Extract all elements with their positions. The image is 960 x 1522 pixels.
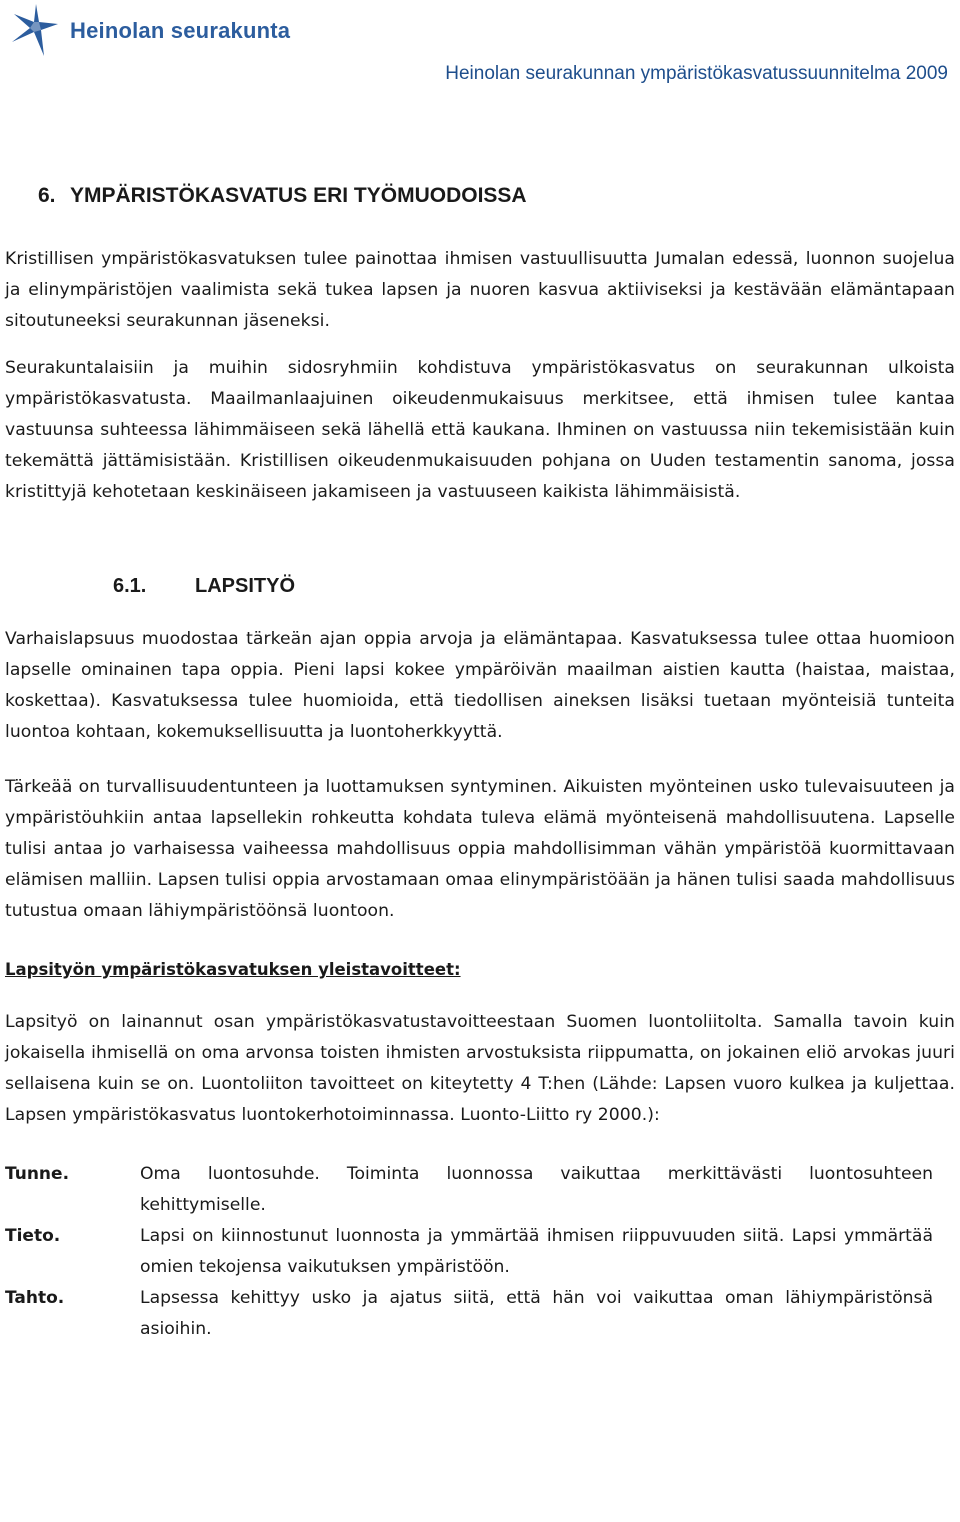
document-body bbox=[5, 174, 955, 1345]
definition-item bbox=[5, 1221, 933, 1283]
section-number: 6.1. bbox=[113, 575, 147, 597]
goals-paragraph: Lapsityö on lainannut osan ympäristökasvatustavoitteestaan Suomen luontoliitolta. Samalla tavoin kuin jokaisella ihmisellä on oma arvonsa toisten ihmisten arvostuksista riippumatta, on jokainen eliö arvokas juuri sellaisena kuin se on. Luontoliiton tavoitteet on kiteytetty 4 T:hen (Lähde: Lapsen vuoro kulkea ja kuljettaa. Lapsen ympäristökasvatus luontokerhotoiminnassa. Luonto-Liitto ry 2000.): bbox=[5, 1012, 955, 1125]
definition-description: Oma luontosuhde. Toiminta luonnossa vaikuttaa merkittävästi luontosuhteen kehittymiselle. bbox=[140, 1164, 933, 1215]
chapter-heading bbox=[38, 174, 955, 218]
section-paragraph: Varhaislapsuus muodostaa tärkeän ajan oppia arvoja ja elämäntapaa. Kasvatuksessa tulee ottaa huomioon lapselle ominainen tapa oppia. Pieni lapsi kokee ympäröivän maailman aistien kautta (haistaa, maistaa, koskettaa). Kasvatuksessa tulee huomioida, että tiedollisen aineksen lisäksi tuetaan myönteisiä tunteita luontoa kohtaan, kokemuksellisuutta ja luontoherkkyyttä. bbox=[5, 629, 955, 742]
definition-item bbox=[5, 1159, 933, 1221]
chapter-paragraph: Seurakuntalaisiin ja muihin sidosryhmiin kohdistuva ympäristökasvatus on seurakunnan ulkoista ympäristökasvatusta. Maailmanlaajuinen oikeudenmukaisuus merkitsee, että ihmisen tulee kantaa vastuunsa suhteessa lähimmäiseen sekä lähellä että kaukana. Ihminen on vastuussa niin tekemisistään kuin tekemättä jättämisistään. Kristillisen oikeudenmukaisuuden pohjana on Uuden testamentin sanoma, jossa kristittyjä kehotetaan keskinäiseen jakamiseen ja vastuuseen kaikista lähimmäisistä. bbox=[5, 358, 955, 502]
section-heading bbox=[113, 570, 955, 602]
chapter-title: YMPÄRISTÖKASVATUS ERI TYÖMUODOISSA bbox=[70, 184, 527, 207]
definition-term: Tahto. bbox=[5, 1288, 65, 1308]
dove-icon bbox=[6, 2, 64, 60]
section-paragraph: Tärkeää on turvallisuudentunteen ja luottamuksen syntyminen. Aikuisten myönteinen usko tulevaisuuteen ja ympäristöuhkiin antaa lapsellekin rohkeutta kohdata tuleva elämä myönteisenä mahdollisuutena. Lapselle tulisi antaa jo varhaisessa vaiheessa mahdollisuus oppia mahdollisimman vähän ympäristöä kuormittavaan elämisen malliin. Lapsen tulisi oppia arvostamaan omaa elinympäristöään ja hänen tulisi saada mahdollisuus tutustua omaan lähiympäristöönsä luontoon. bbox=[5, 777, 955, 921]
chapter-paragraph: Kristillisen ympäristökasvatuksen tulee painottaa ihmisen vastuullisuutta Jumalan edessä, luonnon suojelua ja elinympäristöjen vaalimista sekä tukea lapsen ja nuoren kasvua aktiiviseksi ja kestävään elämäntapaan sitoutuneeksi seurakunnan jäseneksi. bbox=[5, 249, 955, 331]
definition-item bbox=[5, 1283, 933, 1345]
chapter-number: 6. bbox=[38, 184, 56, 207]
section-title: LAPSITYÖ bbox=[195, 575, 296, 597]
document-title: Heinolan seurakunnan ympäristökasvatussuunnitelma 2009 bbox=[445, 63, 948, 84]
definition-term: Tunne. bbox=[5, 1164, 70, 1184]
organization-logo bbox=[6, 2, 290, 60]
definition-description: Lapsi on kiinnostunut luonnosta ja ymmärtää ihmisen riippuvuuden siitä. Lapsi ymmärtää omien tekojensa vaikutuksen ympäristöön. bbox=[140, 1226, 933, 1277]
organization-name: Heinolan seurakunta bbox=[70, 18, 291, 43]
definition-term: Tieto. bbox=[5, 1226, 61, 1246]
goals-subheading: Lapsityön ympäristökasvatuksen yleistavoitteet: bbox=[5, 960, 461, 979]
definition-description: Lapsessa kehittyy usko ja ajatus siitä, että hän voi vaikuttaa oman lähiympäristönsä asioihin. bbox=[140, 1288, 933, 1339]
goals-definition-list bbox=[5, 1159, 933, 1345]
